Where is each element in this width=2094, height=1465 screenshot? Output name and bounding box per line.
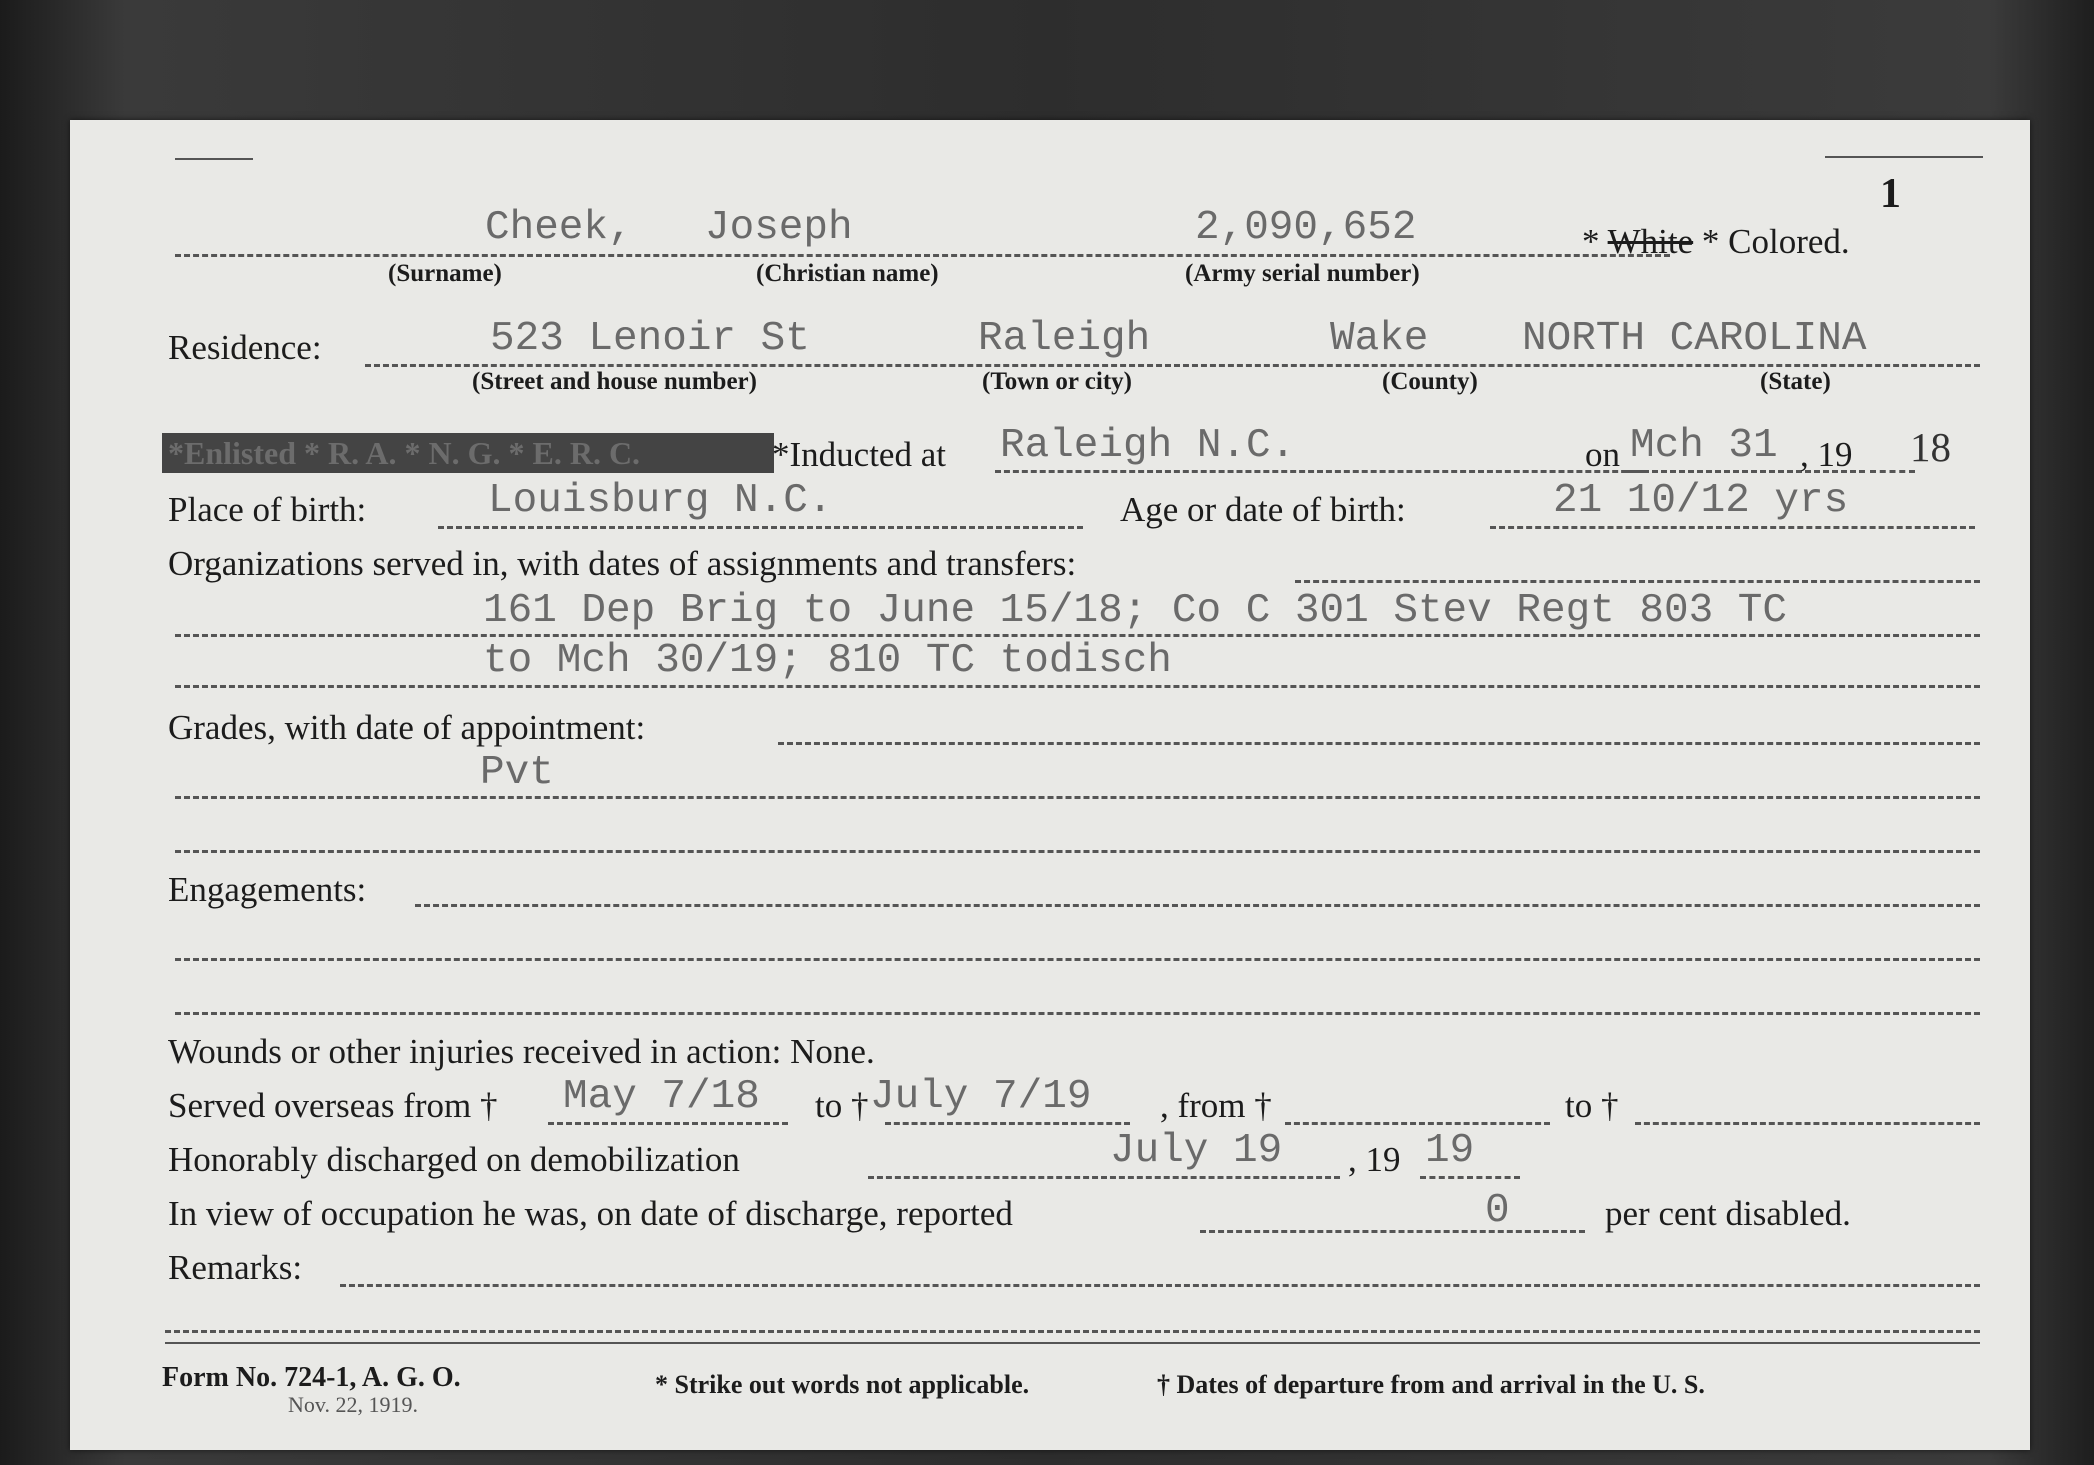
caption-street: (Street and house number) [472, 368, 757, 395]
overseas-to-label: to † [815, 1086, 869, 1125]
discharge-date-line [868, 1176, 1340, 1179]
organizations-line-1 [175, 634, 1980, 637]
grades-line-2 [175, 850, 1980, 853]
disabled-value: 0 [1485, 1188, 1510, 1234]
caption-state: (State) [1760, 368, 1831, 395]
age-value: 21 10/12 yrs [1553, 478, 1849, 524]
remarks-label: Remarks: [168, 1248, 303, 1287]
residence-state: NORTH CAROLINA [1522, 316, 1867, 362]
birthplace-value: Louisburg N.C. [488, 478, 833, 524]
organizations-label: Organizations served in, with dates of assignments and transfers: [168, 544, 1077, 583]
engagements-line-3 [175, 1012, 1980, 1015]
note-dates: † Dates of departure from and arrival in the U. S. [1157, 1370, 1705, 1399]
inducted-place: Raleigh N.C. [1000, 423, 1296, 469]
card-number: 1 [1880, 171, 1901, 217]
overseas-to-date: July 7/19 [870, 1074, 1092, 1120]
overseas-from2-line [1285, 1122, 1550, 1125]
wounds-text: Wounds or other injuries received in action: None. [168, 1032, 875, 1071]
christian-name-value: Joseph [705, 205, 853, 251]
organizations-value-1: 161 Dep Brig to June 15/18; Co C 301 Stev Regt 803 TC [483, 588, 1788, 634]
inducted-year-line [1870, 470, 1915, 473]
corner-rule-right [1825, 156, 1983, 158]
residence-town: Raleigh [978, 316, 1151, 362]
corner-rule [175, 158, 253, 160]
race-field [1582, 222, 1850, 262]
overseas-from-line [548, 1122, 788, 1125]
birthplace-line [438, 526, 1083, 529]
inducted-on-label: on [1585, 435, 1620, 474]
residence-line [365, 364, 1980, 367]
caption-christian: (Christian name) [756, 260, 939, 287]
overseas-from2-label: , from † [1160, 1086, 1272, 1125]
enlisted-struck-out: *Enlisted * R. A. * N. G. * E. R. C. [162, 433, 774, 473]
serial-number-value: 2,090,652 [1195, 205, 1417, 251]
inducted-date: Mch 31 [1630, 423, 1778, 469]
caption-surname: (Surname) [388, 260, 502, 287]
engagements-line-1 [415, 904, 1980, 907]
residence-street: 523 Lenoir St [490, 316, 810, 362]
inducted-year: 18 [1910, 424, 1951, 470]
organizations-value-2: to Mch 30/19; 810 TC todisch [483, 638, 1172, 684]
discharge-year-prefix: , 19 [1348, 1140, 1401, 1179]
overseas-from-date: May 7/18 [563, 1074, 760, 1120]
discharge-year: 19 [1425, 1128, 1475, 1174]
grades-line-1 [175, 796, 1980, 799]
service-record-card [70, 120, 2030, 1450]
residence-county: Wake [1330, 316, 1429, 362]
grades-value: Pvt [480, 750, 554, 796]
engagements-line-2 [175, 958, 1980, 961]
surname-value: Cheek, [485, 205, 633, 251]
discharge-label: Honorably discharged on demobilization [168, 1140, 740, 1179]
engagements-label: Engagements: [168, 870, 367, 909]
race-colored: * Colored. [1701, 222, 1850, 261]
inducted-place-line [995, 470, 1645, 473]
race-white-struck: White [1607, 222, 1694, 261]
discharge-year-line [1420, 1176, 1520, 1179]
overseas-to-line [885, 1122, 1130, 1125]
discharge-date: July 19 [1110, 1128, 1283, 1174]
caption-county: (County) [1382, 368, 1478, 395]
disabled-line [1200, 1230, 1585, 1233]
organizations-label-line [1295, 580, 1980, 583]
footer-rule [165, 1342, 1980, 1344]
overseas-to2-line [1635, 1122, 1980, 1125]
form-date: Nov. 22, 1919. [288, 1392, 418, 1417]
caption-serial: (Army serial number) [1185, 260, 1420, 287]
disabled-suffix: per cent disabled. [1605, 1194, 1851, 1233]
residence-label: Residence: [168, 328, 322, 367]
inducted-year-prefix: , 19 [1800, 435, 1853, 474]
overseas-label: Served overseas from † [168, 1086, 498, 1125]
note-strike-out: * Strike out words not applicable. [655, 1370, 1030, 1399]
inducted-label: *Inducted at [772, 435, 946, 474]
caption-town: (Town or city) [982, 368, 1132, 395]
name-line [175, 254, 1670, 257]
birthplace-label: Place of birth: [168, 490, 367, 529]
occupation-label: In view of occupation he was, on date of discharge, reported [168, 1194, 1013, 1233]
remarks-line-1 [340, 1284, 1980, 1287]
grades-label: Grades, with date of appointment: [168, 708, 646, 747]
age-label: Age or date of birth: [1120, 490, 1406, 529]
race-prefix: * [1582, 222, 1600, 261]
organizations-line-2 [175, 685, 1980, 688]
age-line [1490, 526, 1975, 529]
remarks-line-2 [165, 1330, 1980, 1333]
overseas-to2-label: to † [1565, 1086, 1619, 1125]
form-number: Form No. 724-1, A. G. O. [162, 1362, 461, 1393]
grades-label-line [778, 742, 1980, 745]
